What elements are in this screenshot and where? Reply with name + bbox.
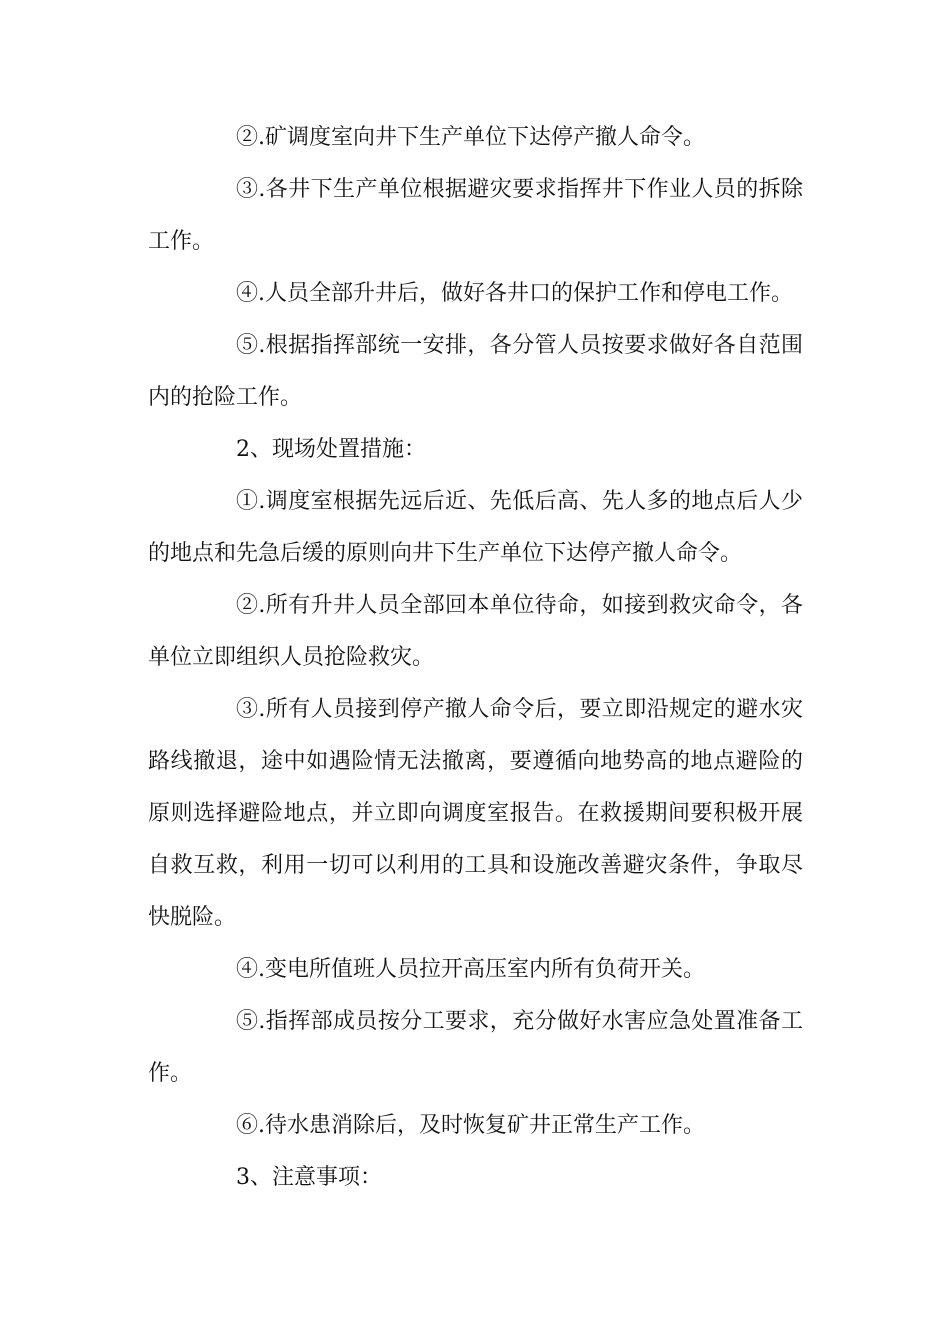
paragraph-6: ②.所有升井人员全部回本单位待命，如接到救灾命令，各单位立即组织人员抢险救灾。 <box>148 593 803 670</box>
paragraph-4: ⑤.根据指挥部统一安排，各分管人员按要求做好各自范围内的抢险工作。 <box>148 333 803 410</box>
paragraph-2: ③.各井下生产单位根据避灾要求指挥井下作业人员的拆除工作。 <box>148 177 803 254</box>
paragraph-1: ②.矿调度室向井下生产单位下达停产撤人命令。 <box>236 125 705 150</box>
paragraph-7: ③.所有人员接到停产撤人命令后，要立即沿规定的避水灾路线撤退，途中如遇险情无法撤离，要遵循向地势高的地点避险的原则选择避险地点，并立即向调度室报告。在救援期间要积极开展自救互救，利用一切可以利用的工具和设施改善避灾条件，争取尽快脱险。 <box>148 697 803 930</box>
paragraph-3: ④.人员全部升井后，做好各井口的保护工作和停电工作。 <box>236 281 793 306</box>
section-heading-3: 3、注意事项： <box>236 1165 382 1190</box>
paragraph-9: ⑤.指挥部成员按分工要求，充分做好水害应急处置准备工作。 <box>148 1009 803 1086</box>
section-heading-2: 2、现场处置措施： <box>236 437 426 462</box>
paragraph-10: ⑥.待水患消除后，及时恢复矿井正常生产工作。 <box>236 1113 705 1138</box>
paragraph-8: ④.变电所值班人员拉开高压室内所有负荷开关。 <box>236 957 705 982</box>
paragraph-5: ①.调度室根据先远后近、先低后高、先人多的地点后人少的地点和先急后缓的原则向井下生产单位下达停产撤人命令。 <box>148 489 803 566</box>
document-body <box>148 112 803 1204</box>
